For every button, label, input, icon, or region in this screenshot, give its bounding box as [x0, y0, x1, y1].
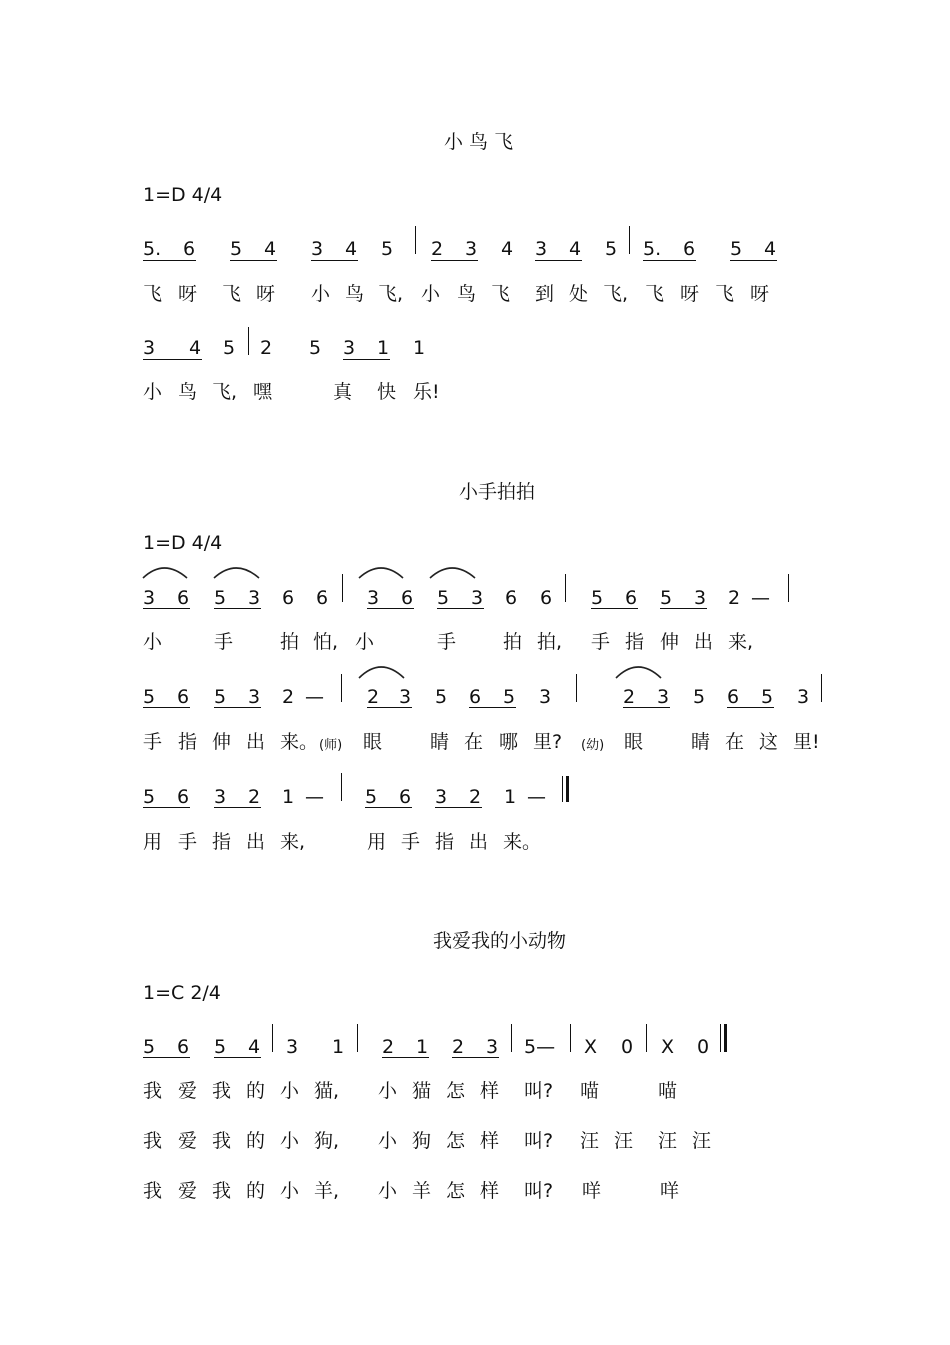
lyric: 伸	[660, 631, 680, 653]
note: 1	[377, 337, 390, 359]
lyric: 呀	[750, 283, 770, 305]
lyric: 这	[759, 731, 779, 753]
note: 3	[435, 786, 448, 808]
beam-underline	[730, 260, 777, 261]
beam-underline	[214, 707, 261, 708]
beam-underline	[143, 807, 190, 808]
note: —	[305, 686, 324, 708]
bar-line	[248, 327, 249, 355]
note: 5	[761, 686, 774, 708]
lyric: 喵	[658, 1080, 678, 1102]
note: 3	[311, 238, 324, 260]
lyric: 小	[421, 283, 441, 305]
note: 3	[367, 587, 380, 609]
lyric: 指	[625, 631, 645, 653]
beam-underline	[343, 359, 390, 360]
lyric: 里!	[793, 731, 820, 753]
lyric: 出	[246, 831, 266, 853]
note: 5	[230, 238, 243, 260]
lyric: 拍	[503, 631, 523, 653]
beam-underline	[660, 608, 707, 609]
bar-line	[341, 674, 342, 702]
lyric: 飞	[715, 283, 735, 305]
note: 3	[657, 686, 670, 708]
note: 6	[505, 587, 518, 609]
bar-line	[788, 574, 789, 602]
beam-underline	[437, 608, 484, 609]
note: 4	[569, 238, 582, 260]
slur	[214, 568, 259, 578]
lyric: 小	[378, 1130, 398, 1152]
note: —	[751, 587, 770, 609]
bar-line	[565, 574, 566, 602]
beam-underline	[469, 707, 516, 708]
lyric: 指	[178, 731, 198, 753]
slur	[430, 568, 475, 578]
note: 4	[264, 238, 277, 260]
note: 5	[223, 337, 236, 359]
lyric: 来,	[280, 831, 306, 853]
final-bar-thick	[724, 1024, 727, 1052]
beam-underline	[643, 260, 696, 261]
lyric: 样	[480, 1130, 500, 1152]
note: 2	[260, 337, 273, 359]
lyric: 处	[569, 283, 589, 305]
lyric: 的	[246, 1130, 266, 1152]
beam-underline	[143, 608, 190, 609]
note: 2	[728, 587, 741, 609]
lyric: 小	[280, 1080, 300, 1102]
lyric: 用	[367, 831, 387, 853]
note: 5	[214, 587, 227, 609]
note: 5	[143, 686, 156, 708]
lyric: 手	[143, 731, 163, 753]
bar-line	[341, 773, 342, 801]
note: 3	[465, 238, 478, 260]
lyric: 拍,	[537, 631, 563, 653]
note: 5	[214, 1036, 227, 1058]
note: 5	[730, 238, 743, 260]
note: 1	[282, 786, 295, 808]
lyric: 我	[143, 1130, 163, 1152]
note: 3	[694, 587, 707, 609]
note: 2	[452, 1036, 465, 1058]
note: 6	[282, 587, 295, 609]
bar-line	[511, 1024, 512, 1052]
song-title: 小手拍拍	[459, 481, 536, 503]
note: 3	[486, 1036, 499, 1058]
note: 4	[248, 1036, 261, 1058]
beam-underline	[214, 807, 261, 808]
lyric: 爱	[178, 1180, 198, 1202]
slur	[359, 667, 404, 678]
speaker-tag: (师)	[319, 738, 343, 753]
bar-line	[646, 1024, 647, 1052]
beam-underline	[591, 608, 638, 609]
lyric: 怎	[446, 1080, 466, 1102]
note: 5	[591, 587, 604, 609]
note: 5.	[143, 238, 162, 260]
note: 3	[143, 587, 156, 609]
lyric: 狗	[412, 1130, 432, 1152]
note: 2	[367, 686, 380, 708]
beam-underline	[143, 707, 190, 708]
note: 5	[660, 587, 673, 609]
lyric: 样	[480, 1180, 500, 1202]
beam-underline	[365, 807, 412, 808]
lyric: 小	[355, 631, 375, 653]
note: 6	[469, 686, 482, 708]
note: 6	[399, 786, 412, 808]
beam-underline	[143, 1057, 190, 1058]
lyric: 我	[143, 1080, 163, 1102]
beam-underline	[727, 707, 774, 708]
note: 5.	[643, 238, 662, 260]
lyric: 我	[212, 1180, 232, 1202]
note: 3	[797, 686, 810, 708]
lyric: 爱	[178, 1130, 198, 1152]
lyric: 汪	[614, 1130, 634, 1152]
bar-line	[357, 1024, 358, 1052]
note: 6	[540, 587, 553, 609]
lyric: 手	[591, 631, 611, 653]
lyric: 喵	[580, 1080, 600, 1102]
note: 5	[693, 686, 706, 708]
lyric: 的	[246, 1080, 266, 1102]
lyric: 出	[694, 631, 714, 653]
lyric: 在	[464, 731, 484, 753]
note: 5	[143, 786, 156, 808]
note: X	[584, 1036, 598, 1058]
note: 4	[501, 238, 514, 260]
lyric: 我	[212, 1080, 232, 1102]
note: 6	[177, 587, 190, 609]
lyric: 出	[246, 731, 266, 753]
final-bar-thick	[566, 776, 569, 802]
beam-underline	[382, 1057, 429, 1058]
bar-line	[576, 674, 577, 702]
note: 2	[248, 786, 261, 808]
lyric: 飞,	[212, 381, 238, 403]
beam-underline	[367, 707, 412, 708]
lyric: 拍	[280, 631, 300, 653]
lyric: 汪	[658, 1130, 678, 1152]
note: 3	[248, 587, 261, 609]
lyric: 睛	[430, 731, 450, 753]
lyric: 呀	[178, 283, 198, 305]
lyric: 用	[143, 831, 163, 853]
lyric: 来。	[503, 831, 542, 853]
beam-underline	[623, 707, 670, 708]
lyric: 在	[725, 731, 745, 753]
beam-underline	[431, 260, 478, 261]
beam-underline	[143, 260, 196, 261]
key-signature: 1=C 2/4	[143, 982, 221, 1004]
lyric: 怎	[446, 1130, 466, 1152]
note: 6	[625, 587, 638, 609]
beam-underline	[367, 608, 414, 609]
lyric: 到	[535, 283, 555, 305]
note: 3	[214, 786, 227, 808]
lyric: 小	[143, 381, 163, 403]
note: 5	[503, 686, 516, 708]
final-bar-thin	[562, 776, 563, 802]
lyric: 飞	[222, 283, 242, 305]
lyric: 小	[280, 1130, 300, 1152]
note: 4	[345, 238, 358, 260]
note: 4	[189, 337, 202, 359]
lyric: 小	[311, 283, 331, 305]
note: 6	[177, 1036, 190, 1058]
lyric: 羊,	[314, 1180, 340, 1202]
note: 6	[401, 587, 414, 609]
key-signature: 1=D 4/4	[143, 184, 223, 206]
note: 6	[316, 587, 329, 609]
key-signature: 1=D 4/4	[143, 532, 223, 554]
lyric: 咩	[582, 1180, 602, 1202]
bar-line	[570, 1024, 571, 1052]
note: 3	[343, 337, 356, 359]
bar-line	[342, 574, 343, 602]
lyric: 鸟	[345, 283, 365, 305]
lyric: 汪	[692, 1130, 712, 1152]
note: 2	[431, 238, 444, 260]
beam-underline	[214, 608, 261, 609]
lyric: 猫	[412, 1080, 432, 1102]
lyric: 来。	[280, 731, 319, 753]
lyric: 出	[469, 831, 489, 853]
lyric: 飞,	[603, 283, 629, 305]
note: 5	[435, 686, 448, 708]
lyric: 快	[377, 381, 397, 403]
lyric: 怎	[446, 1180, 466, 1202]
lyric: 汪	[580, 1130, 600, 1152]
lyric: 手	[178, 831, 198, 853]
note: 5	[381, 238, 394, 260]
lyric: 鸟	[457, 283, 477, 305]
lyric: 哪	[499, 731, 519, 753]
lyric: 伸	[212, 731, 232, 753]
note: 5	[309, 337, 322, 359]
lyric: 我	[143, 1180, 163, 1202]
lyric: 指	[435, 831, 455, 853]
note: 5	[365, 786, 378, 808]
note: 3	[471, 587, 484, 609]
note: 4	[764, 238, 777, 260]
beam-underline	[214, 1057, 261, 1058]
beam-underline	[311, 260, 358, 261]
slur	[359, 568, 403, 578]
note: 3	[539, 686, 552, 708]
lyric: 眼	[624, 731, 644, 753]
lyric: 指	[212, 831, 232, 853]
note: —	[305, 786, 324, 808]
bar-line	[821, 674, 822, 702]
note: 0	[697, 1036, 710, 1058]
lyric: 怕,	[313, 631, 339, 653]
note: 3	[286, 1036, 299, 1058]
note: 3	[248, 686, 261, 708]
lyric: 乐!	[413, 381, 440, 403]
note: 3	[399, 686, 412, 708]
lyric: 小	[378, 1080, 398, 1102]
lyric: 羊	[412, 1180, 432, 1202]
lyric: 飞	[645, 283, 665, 305]
lyric: 叫?	[524, 1080, 554, 1102]
lyric: 眼	[363, 731, 383, 753]
note: 5	[143, 1036, 156, 1058]
note: 5—	[524, 1036, 556, 1058]
note: 6	[727, 686, 740, 708]
bar-line	[272, 1024, 273, 1052]
note: 5	[605, 238, 618, 260]
note: 2	[469, 786, 482, 808]
lyric: 飞	[143, 283, 163, 305]
note: 3	[143, 337, 156, 359]
lyric: 咩	[660, 1180, 680, 1202]
lyric: 里?	[533, 731, 563, 753]
note: —	[527, 786, 546, 808]
beam-underline	[435, 807, 482, 808]
note: 6	[183, 238, 196, 260]
lyric: 样	[480, 1080, 500, 1102]
note: 6	[177, 686, 190, 708]
lyric: 小	[280, 1180, 300, 1202]
final-bar-thin	[720, 1024, 721, 1052]
lyric: 飞	[491, 283, 511, 305]
note: 2	[282, 686, 295, 708]
lyric: 呀	[680, 283, 700, 305]
lyric: 手	[401, 831, 421, 853]
beam-underline	[452, 1057, 499, 1058]
note: 1	[416, 1036, 429, 1058]
lyric: 猫,	[314, 1080, 340, 1102]
slur	[143, 568, 187, 578]
lyric: 睛	[691, 731, 711, 753]
lyric: 狗,	[314, 1130, 340, 1152]
lyric: 飞,	[378, 283, 404, 305]
lyric: 手	[437, 631, 457, 653]
note: 6	[177, 786, 190, 808]
lyric: 爱	[178, 1080, 198, 1102]
bar-line	[629, 226, 630, 254]
lyric: 小	[143, 631, 163, 653]
note: 0	[621, 1036, 634, 1058]
lyric: 的	[246, 1180, 266, 1202]
note: 1	[413, 337, 426, 359]
note: 5	[214, 686, 227, 708]
bar-line	[415, 226, 416, 254]
note: 5	[437, 587, 450, 609]
lyric: 真	[333, 381, 353, 403]
song-title: 小 鸟 飞	[444, 131, 514, 153]
lyric: 叫?	[524, 1130, 554, 1152]
note: 1	[332, 1036, 345, 1058]
lyric: 叫?	[524, 1180, 554, 1202]
beam-underline	[535, 260, 582, 261]
speaker-tag: (幼)	[581, 738, 605, 753]
lyric: 我	[212, 1130, 232, 1152]
beam-underline	[143, 359, 202, 360]
song-title: 我爱我的小动物	[433, 930, 567, 952]
lyric: 呀	[256, 283, 276, 305]
note: 1	[504, 786, 517, 808]
note: 2	[382, 1036, 395, 1058]
beam-underline	[230, 260, 277, 261]
lyric: 来,	[728, 631, 754, 653]
lyric: 鸟	[178, 381, 198, 403]
lyric: 小	[378, 1180, 398, 1202]
note: 2	[623, 686, 636, 708]
lyric: 嘿	[253, 381, 273, 403]
slur	[616, 667, 661, 678]
note: 6	[683, 238, 696, 260]
note: 3	[535, 238, 548, 260]
note: X	[661, 1036, 675, 1058]
lyric: 手	[214, 631, 234, 653]
